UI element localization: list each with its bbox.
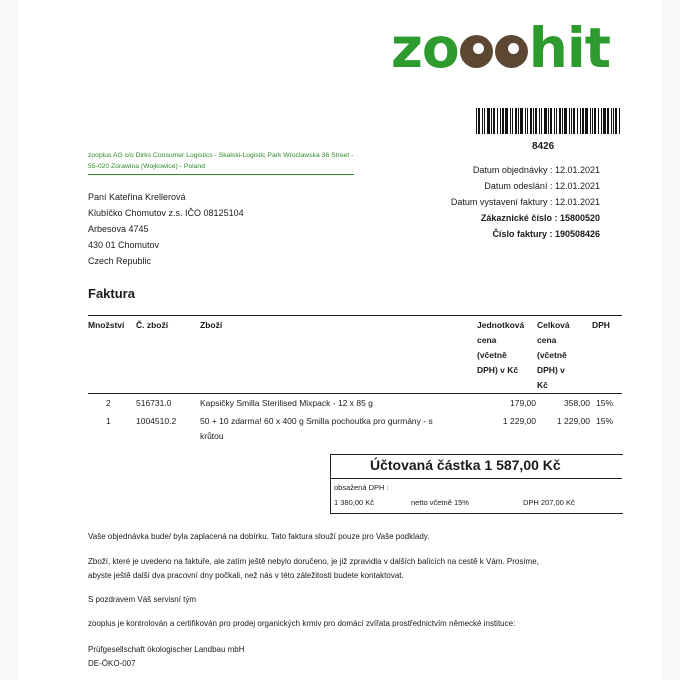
logo-text-left: zo: [390, 16, 459, 80]
barcode-bar: [520, 108, 523, 134]
row-goods-line: krůtou: [200, 431, 224, 441]
barcode-bar: [533, 108, 534, 134]
header-total-price-line: Kč: [537, 380, 548, 390]
row-item-number: 516731.0: [136, 398, 172, 408]
barcode-bar: [493, 108, 495, 134]
recipient-line: Czech Republic: [88, 256, 152, 266]
logo-eye-icon: [460, 35, 493, 68]
issue-date: Datum vystavení faktury : 12.01.2021: [450, 197, 600, 207]
header-total-price-line: cena: [537, 335, 557, 345]
header-total-price: [537, 318, 570, 393]
barcode-bar: [535, 108, 537, 134]
sender-divider: [88, 174, 354, 175]
delivery-note-cont: abyste ještě další dva pracovní dny počkali, než nás v této záležitosti budete kontaktovat.: [88, 571, 404, 580]
vat-label: obsažená DPH :: [334, 483, 389, 492]
header-unit-price-line: Jednotková: [477, 320, 525, 330]
header-item-number: Č. zboží: [136, 320, 169, 330]
barcode-bar: [512, 108, 513, 134]
order-date: Datum objednávky : 12.01.2021: [472, 165, 600, 175]
header-unit-price: [477, 318, 524, 378]
barcode-bar: [571, 108, 572, 134]
row-total-price: 358,00: [564, 398, 590, 408]
payment-note: Vaše objednávka bude/ byla zaplacená na dobírku. Tato faktura slouží pouze pro Vaše podklady.: [88, 532, 430, 541]
barcode-bar: [607, 108, 609, 134]
header-total-price-line: DPH) v: [537, 365, 565, 375]
barcode-bar: [559, 108, 561, 134]
barcode-bar: [525, 108, 526, 134]
zoohit-logo: [390, 16, 610, 80]
barcode-bar: [580, 108, 581, 134]
barcode-bar: [518, 108, 519, 134]
barcode-bar: [505, 108, 508, 134]
logo-text-right: hit: [528, 16, 610, 80]
certifier-name: Prüfgesellschaft ökologischer Landbau mbH: [88, 645, 245, 654]
total-amount: Účtovaná částka 1 587,00 Kč: [370, 457, 561, 473]
barcode-bar: [556, 108, 557, 134]
barcode-bar: [590, 108, 591, 134]
row-goods: Kapsičky Smilla Sterilised Mixpack - 12 x 85 g: [200, 398, 373, 408]
barcode-bar: [487, 108, 490, 134]
barcode-bar: [611, 108, 612, 134]
header-vat: DPH: [592, 320, 610, 330]
barcode-bar: [582, 108, 584, 134]
barcode-bar: [603, 108, 606, 134]
barcode-bar: [482, 108, 483, 134]
header-total-price-line: (včetně: [537, 350, 567, 360]
logo-eye-icon: [495, 35, 528, 68]
barcode-bar: [510, 108, 511, 134]
barcode-bar: [500, 108, 501, 134]
certification-note: zooplus je kontrolován a certifikován pro prodej organických krmiv pro domácí zvířata prostřednictvím německé instituce:: [88, 619, 516, 628]
invoice-meta: [451, 162, 600, 242]
net-amount: 1 380,00 Kč: [334, 498, 375, 507]
table-top-rule: [88, 315, 622, 316]
barcode-bar: [550, 108, 552, 134]
barcode-bar: [577, 108, 578, 134]
delivery-note: Zboží, které je uvedeno na faktuře, ale zatím ještě nebylo doručeno, je již zpravidla v dalších balících na cestě k Vám. Prosíme,: [88, 557, 539, 566]
row-vat: 15%: [596, 398, 614, 408]
row-goods: [200, 414, 433, 444]
barcode-bar: [569, 108, 570, 134]
row-item-number: 1004510.2: [136, 416, 177, 426]
row-total-price: 1 229,00: [556, 416, 590, 426]
barcode-bar: [484, 108, 485, 134]
total-divider: [330, 478, 622, 479]
row-quantity: 1: [106, 416, 111, 426]
vat-amount: DPH 207,00 Kč: [523, 498, 575, 507]
invoice-page: [18, 0, 662, 680]
barcode-bar: [497, 108, 498, 134]
header-unit-price-line: cena: [477, 335, 497, 345]
ship-date: Datum odeslání : 12.01.2021: [484, 181, 600, 191]
sender-address: zooplus AG c/o Dirks Consumer Logistics - Skalski-Logistic Park Wroclawska 36 Street - 55-020 Zorawina (Wojkowice) - Poland: [88, 152, 354, 170]
header-total-price-line: Celková: [537, 320, 570, 330]
invoice-title: Faktura: [88, 286, 135, 301]
header-unit-price-line: (včetně: [477, 350, 507, 360]
barcode-bar: [541, 108, 542, 134]
barcode-bar: [478, 108, 480, 134]
barcode-bar: [615, 108, 617, 134]
barcode-bar: [548, 108, 549, 134]
barcode-bar: [613, 108, 614, 134]
recipient-line: Paní Kateřina Krellerová: [88, 192, 186, 202]
row-vat: 15%: [596, 416, 614, 426]
barcode-number: 8426: [532, 141, 555, 152]
barcode-bar: [592, 108, 593, 134]
barcode-bar: [491, 108, 492, 134]
row-unit-price: 179,00: [510, 398, 536, 408]
barcode-bar: [598, 108, 599, 134]
customer-number: Zákaznické číslo : 15800520: [480, 213, 600, 223]
barcode-bar: [515, 108, 517, 134]
certifier-code: DE-ÖKO-007: [88, 659, 136, 668]
recipient-line: Klubíčko Chomutov z.s. IČO 08125104: [88, 208, 244, 218]
barcode-bar: [573, 108, 575, 134]
barcode: [476, 108, 626, 134]
invoice-number: Číslo faktury : 190508426: [492, 229, 600, 239]
header-unit-price-line: DPH) v Kč: [477, 365, 519, 375]
table-header-rule: [88, 393, 622, 394]
barcode-bar: [601, 108, 602, 134]
recipient-line: 430 01 Chomutov: [88, 240, 160, 250]
barcode-bar: [585, 108, 588, 134]
barcode-bar: [594, 108, 596, 134]
barcode-bar: [539, 108, 540, 134]
barcode-bar: [544, 108, 547, 134]
recipient-address: [88, 189, 244, 269]
barcode-bar: [554, 108, 555, 134]
row-goods-line: 50 + 10 zdarma! 60 x 400 g Smilla pochoutka pro gurmány - s: [200, 416, 433, 426]
barcode-bar: [502, 108, 504, 134]
barcode-bar: [619, 108, 620, 134]
barcode-bar: [476, 108, 477, 134]
barcode-bar: [527, 108, 528, 134]
header-goods: Zboží: [200, 320, 223, 330]
barcode-bar: [530, 108, 532, 134]
greeting: S pozdravem Váš servisní tým: [88, 595, 197, 604]
barcode-bar: [564, 108, 567, 134]
barcode-bar: [562, 108, 563, 134]
header-quantity: Množství: [88, 320, 125, 330]
row-quantity: 2: [106, 398, 111, 408]
recipient-line: Arbesova 4745: [88, 224, 149, 234]
net-label: netto včetně 15%: [411, 498, 469, 507]
row-unit-price: 1 229,00: [502, 416, 536, 426]
